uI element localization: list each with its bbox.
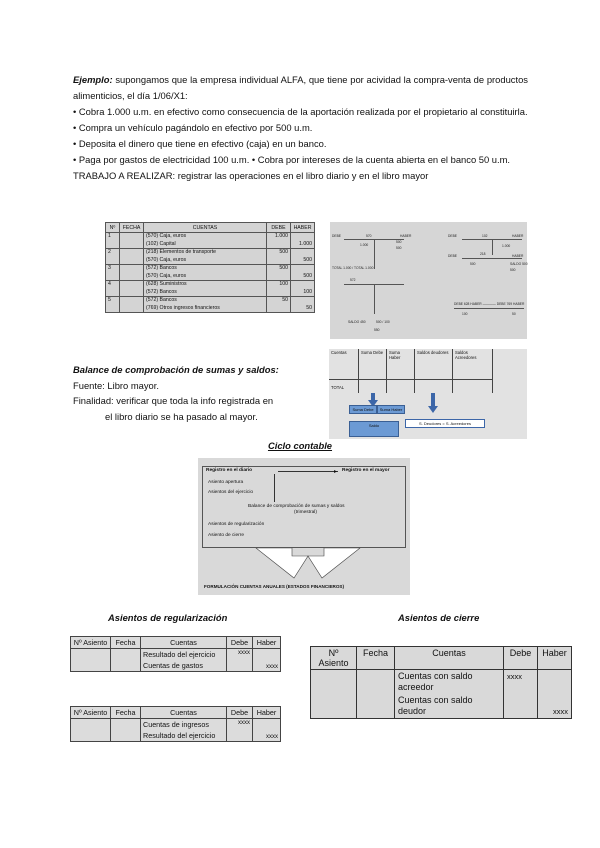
mayor-text: DEBE [332,234,341,238]
cell-haber [291,265,315,273]
cell-cuenta: (572) Bancos [144,265,267,273]
balance-finalidad: Finalidad: verificar que toda la info registrada en [73,395,274,406]
cell-fecha [111,730,141,742]
col-header-asiento: Nº Asiento [71,707,111,719]
table-row [311,670,572,695]
table-row [71,649,281,661]
cell-debe [227,730,253,742]
cell-haber [291,281,315,289]
table-header-row [71,637,281,649]
balance-section [73,362,279,424]
table-row [106,273,315,281]
ciclo-balance-sub: (trimestral) [294,510,317,515]
cell-haber [291,233,315,241]
mayor-text: HABER [512,254,524,258]
intro-lead: Ejemplo: [73,74,113,85]
cell-debe: 100 [267,281,291,289]
balance-col-saldos-deudores: Saldos deudores [415,349,453,393]
table-header-row [71,707,281,719]
cell-asiento [311,670,357,695]
mayor-line [374,239,375,269]
intro-bullet: • Cobra 1.000 u.m. en efectivo como consecuencia de la aportación realizada por el propietario al constituirla. [73,106,528,117]
col-header-debe: Debe [504,647,538,670]
cell-numero [106,273,120,281]
cell-numero: 5 [106,297,120,305]
cell-fecha [120,305,144,313]
regularizacion-table-1 [70,636,281,672]
mayor-text: 500 [510,268,516,272]
cell-cuenta: Resultado del ejercicio [141,649,227,661]
cell-cuenta: (628) Suministros [144,281,267,289]
ciclo-balance: Balance de comprobación de sumas y saldos [248,504,345,509]
cell-asiento [311,694,357,719]
mayor-line [492,239,493,255]
cell-cuenta: (769) Otros ingresos financieros [144,305,267,313]
cell-haber: 500 [291,257,315,265]
cell-haber: 100 [291,289,315,297]
mayor-text: 500 [470,262,476,266]
cell-numero [106,289,120,297]
cell-debe [267,241,291,249]
box-suma-haber: Suma Haber [377,405,405,414]
col-header-cuentas: Cuentas [395,647,504,670]
arrow-right-icon: ▸ [334,468,338,475]
cell-haber: 500 [291,273,315,281]
cell-numero: 1 [106,233,120,241]
balance-divider [329,379,493,380]
table-row [106,281,315,289]
cell-haber: 50 [291,305,315,313]
regularizacion-table-2 [70,706,281,742]
balance-total: TOTAL [331,385,345,390]
intro-text [73,72,528,184]
libro-mayor-image [330,222,527,339]
col-header-asiento: Nº Asiento [71,637,111,649]
cell-cuenta: Cuentas de gastos [141,660,227,672]
ciclo-registro-mayor: Registro en el mayor [342,468,390,473]
cell-haber: xxxx [253,730,281,742]
cell-debe: xxxx [227,719,253,731]
col-header-fecha: Fecha [111,637,141,649]
mayor-text: 218 [480,252,486,256]
cell-cuenta: (570) Caja, euros [144,257,267,265]
ciclo-funnel-arrows [248,548,368,582]
cell-haber: xxxx [253,660,281,672]
cell-numero [106,257,120,265]
ciclo-arrow-line [278,471,338,472]
mayor-line [462,258,522,259]
col-header-haber: HABER [291,223,315,233]
cell-debe: 1.000 [267,233,291,241]
cell-haber [253,649,281,661]
ciclo-formulacion: FORMULACIÓN CUENTAS ANUALES (ESTADOS FINANCIEROS) [204,584,345,589]
balance-col-suma-debe: Suma Debe [359,349,387,393]
balance-col-cuentas: Cuentas [329,349,359,393]
col-header-debe: DEBE [267,223,291,233]
cell-numero [106,241,120,249]
col-header-cuentas: Cuentas [141,707,227,719]
mayor-text: 500 [396,246,402,250]
cell-fecha [120,289,144,297]
ciclo-title: Ciclo contable [267,440,333,451]
ciclo-ejercicio: Asientos del ejercicio [208,490,254,495]
cell-cuenta: (218) Elementos de transporte [144,249,267,257]
cell-cuenta: (570) Caja, euros [144,233,267,241]
cell-fecha [111,649,141,661]
cell-haber [291,249,315,257]
mayor-text: 500 [396,240,402,244]
table-row [106,241,315,249]
cell-debe [267,305,291,313]
libro-diario-table [105,222,315,313]
cell-fecha [120,241,144,249]
cell-debe: xxxx [227,649,253,661]
cell-asiento [71,730,111,742]
col-header-fecha: Fecha [111,707,141,719]
col-header-cuentas: CUENTAS [144,223,267,233]
ciclo-diagram [198,458,410,595]
balance-title: Balance de comprobación de sumas y saldos: [73,364,279,375]
mayor-text: 1.000 [502,244,511,248]
cell-fecha [120,257,144,265]
mayor-text: 1.000 [360,243,369,247]
arrow-stem [431,393,435,407]
cell-fecha [120,265,144,273]
cell-asiento [71,660,111,672]
mayor-text: 550 [374,328,380,332]
cell-fecha [111,660,141,672]
ciclo-line [274,474,275,502]
table-row [71,719,281,731]
mayor-text: 570 [366,234,372,238]
cell-debe [504,694,538,719]
mayor-text: DEBE 628 HABER ———— DEBE 769 HABER [454,302,525,306]
cell-cuenta: (572) Bancos [144,297,267,305]
table-row [311,694,572,719]
ciclo-apertura: Asiento apertura [208,480,244,485]
cell-fecha [120,273,144,281]
ciclo-cierre: Asiento de cierre [208,533,244,538]
cierre-title: Asientos de cierre [398,612,480,623]
table-row [106,249,315,257]
col-header-haber: Haber [538,647,572,670]
cell-numero: 2 [106,249,120,257]
box-saldo: Saldo [349,421,399,437]
mayor-line [374,284,375,314]
intro-bullet: • Paga por gastos de electricidad 100 u.m. • Cobra por intereses de la cuenta abierta en el banco 50 u.m. [73,154,511,165]
col-header-fecha: FECHA [120,223,144,233]
table-row [106,257,315,265]
intro-bullet: • Compra un vehículo pagándolo en efectivo por 500 u.m. [73,122,313,133]
table-row [106,265,315,273]
mayor-text: DEBE [448,254,457,258]
balance-finalidad-cont: el libro diario se ha pasado al mayor. [105,410,258,422]
cell-haber [538,670,572,695]
ciclo-regularizacion: Asientos de regularización [208,522,265,527]
box-saldos: S. Deudores = S. Acreedores [405,419,485,428]
mayor-text: DEBE [448,234,457,238]
intro-first: supongamos que la empresa individual ALFA, que tiene por acividad la compra-venta de productos alimenticios, el día 1/06/X1: [73,74,528,101]
mayor-text: HABER [512,234,524,238]
col-header-debe: Debe [227,637,253,649]
regularizacion-title: Asientos de regularización [108,612,228,623]
cell-debe [267,289,291,297]
table-header-row [106,223,315,233]
intro-bullet: • Deposita el dinero que tiene en efectivo (caja) en un banco. [73,138,327,149]
col-header-asiento: Nº Asiento [311,647,357,670]
col-header-haber: Haber [253,707,281,719]
mayor-text: SALDO 500 [510,262,528,266]
cell-fecha [120,233,144,241]
mayor-text: 500 / 100 [376,320,390,324]
cell-numero: 4 [106,281,120,289]
cell-debe [267,273,291,281]
mayor-text: TOTAL 1.000 / TOTAL 1.000 [332,266,374,270]
cell-cuenta: Resultado del ejercicio [141,730,227,742]
mayor-text: 102 [482,234,488,238]
table-row [106,233,315,241]
table-row [106,289,315,297]
cell-haber: xxxx [538,694,572,719]
mayor-text: HABER [400,234,412,238]
balance-diagram [329,349,527,439]
cell-cuenta: Cuentas de ingresos [141,719,227,731]
balance-fuente: Fuente: Libro mayor. [73,379,159,391]
cell-debe: xxxx [504,670,538,695]
cell-cuenta: Cuentas con saldo acreedor [395,670,504,695]
mayor-line [454,308,524,309]
col-header-debe: Debe [227,707,253,719]
cell-fecha [357,670,395,695]
cell-fecha [357,694,395,719]
mayor-text: 100 [462,312,468,316]
cell-asiento [71,719,111,731]
cell-debe: 500 [267,249,291,257]
cell-fecha [111,719,141,731]
arrow-down-icon [428,406,438,413]
table-row [106,297,315,305]
cell-debe: 50 [267,297,291,305]
cell-fecha [120,281,144,289]
col-header-fecha: Fecha [357,647,395,670]
mayor-text: 50 [512,312,516,316]
mayor-text: SALDO 450 [348,320,366,324]
balance-col-saldos-acreedores: Saldos Acreedores [453,349,493,393]
cell-cuenta: (570) Caja, euros [144,273,267,281]
cell-cuenta: Cuentas con saldo deudor [395,694,504,719]
ciclo-registro-diario: Registro en el diario [206,468,253,473]
cell-cuenta: (102) Capital [144,241,267,249]
table-header-row [311,647,572,670]
table-row [71,730,281,742]
cierre-table [310,646,572,719]
cell-numero [106,305,120,313]
cell-fecha [120,297,144,305]
table-row [71,660,281,672]
cell-haber [291,297,315,305]
intro-paragraph [73,72,528,104]
cell-haber: 1.000 [291,241,315,249]
balance-col-suma-haber: Suma Haber [387,349,415,393]
cell-debe [227,660,253,672]
col-header-numero: Nº [106,223,120,233]
col-header-haber: Haber [253,637,281,649]
cell-debe [267,257,291,265]
mayor-text: 572 [350,278,356,282]
table-row [106,305,315,313]
cell-asiento [71,649,111,661]
cell-numero: 3 [106,265,120,273]
cell-fecha [120,249,144,257]
cell-haber [253,719,281,731]
box-suma-debe: Suma Debe [349,405,377,414]
cell-debe: 500 [267,265,291,273]
intro-task: TRABAJO A REALIZAR: registrar las operaciones en el libro diario y en el libro mayor [73,170,429,181]
cell-cuenta: (572) Bancos [144,289,267,297]
col-header-cuentas: Cuentas [141,637,227,649]
